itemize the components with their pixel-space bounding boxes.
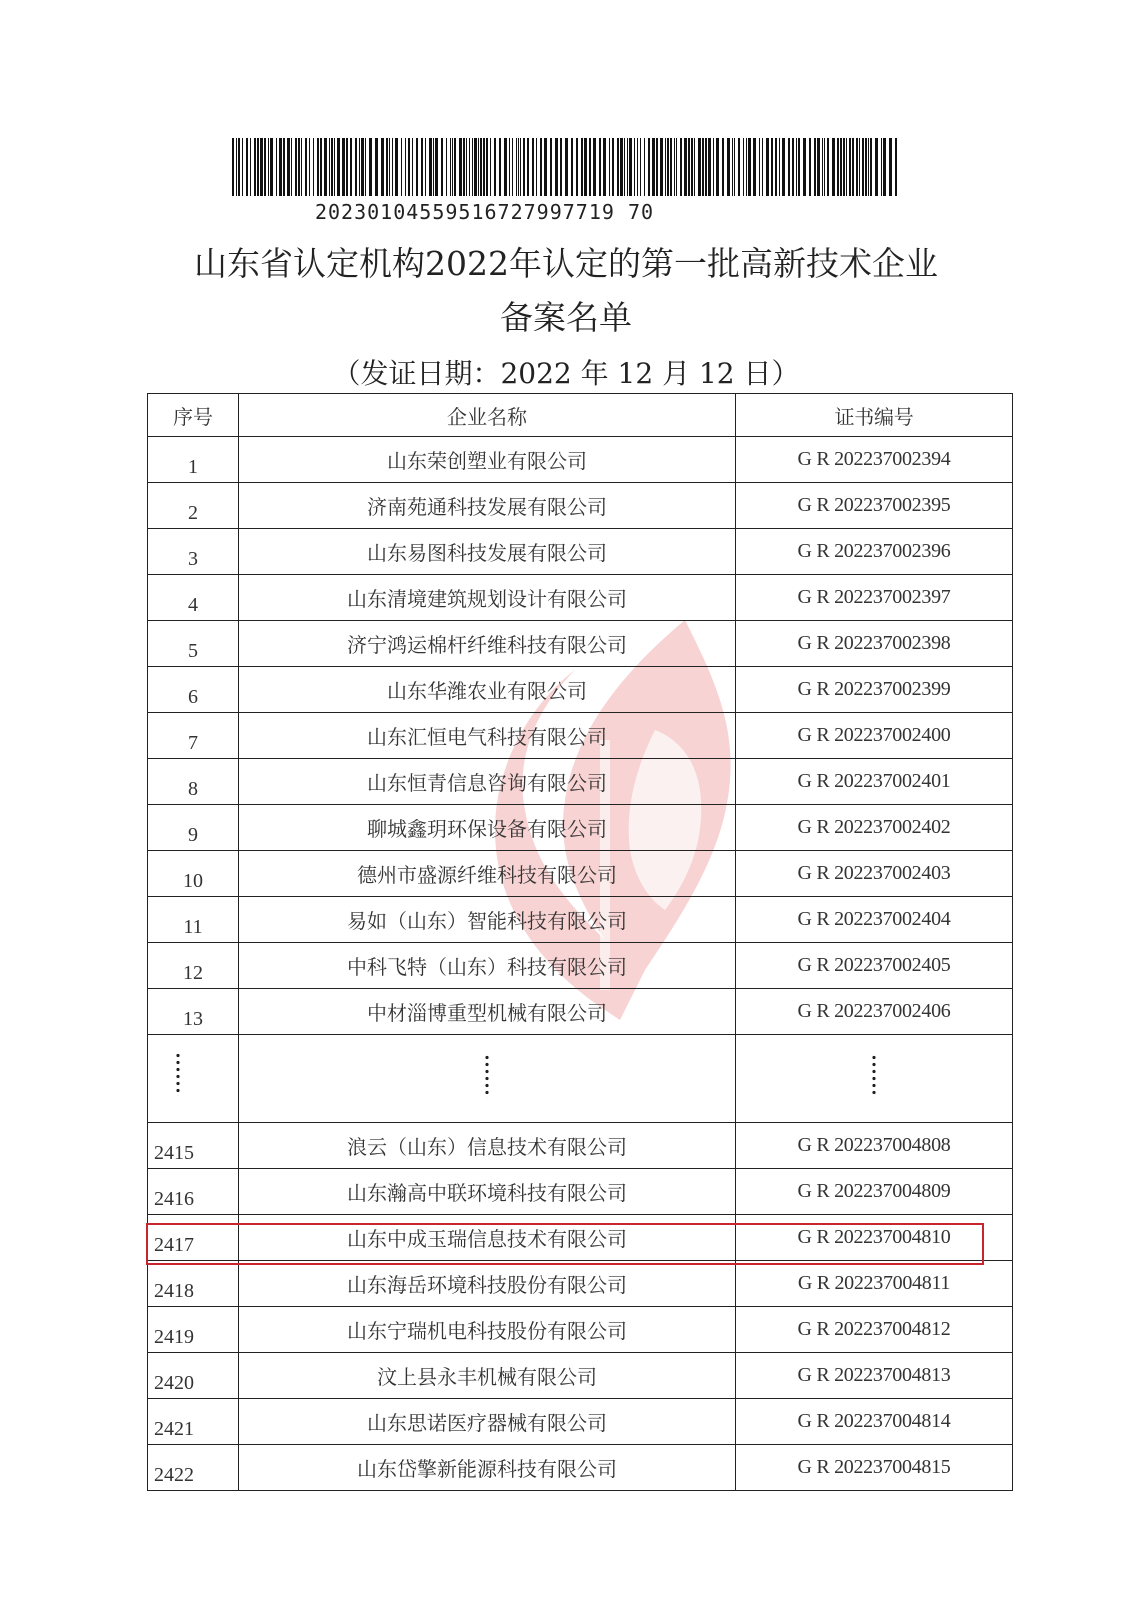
certificate-number: G R 202237004813 bbox=[736, 1353, 1013, 1399]
company-name: 山东宁瑞机电科技股份有限公司 bbox=[239, 1307, 736, 1353]
barcode-bar bbox=[571, 138, 573, 196]
certificate-number: G R 202237002405 bbox=[736, 943, 1013, 989]
table-row bbox=[148, 1215, 1013, 1261]
barcode-bar bbox=[881, 138, 882, 196]
barcode-bar bbox=[236, 138, 237, 196]
company-name: 山东华潍农业有限公司 bbox=[239, 667, 736, 713]
ellipsis-cell bbox=[736, 1035, 1013, 1123]
barcode-bar bbox=[301, 138, 302, 196]
company-name: 山东易图科技发展有限公司 bbox=[239, 529, 736, 575]
barcode-bar bbox=[809, 138, 811, 196]
barcode-bar bbox=[624, 138, 625, 196]
barcode-bar bbox=[246, 138, 248, 196]
barcode-bar bbox=[408, 138, 410, 196]
certificate-number: G R 202237002397 bbox=[736, 575, 1013, 621]
barcode-bar bbox=[612, 138, 614, 196]
barcode-bar bbox=[846, 138, 847, 196]
barcode-bar bbox=[665, 138, 666, 196]
barcode-bar bbox=[609, 138, 610, 196]
ellipsis-cell bbox=[148, 1035, 239, 1123]
table-row bbox=[148, 943, 1013, 989]
barcode-bar bbox=[674, 138, 675, 196]
barcode-bar bbox=[798, 138, 800, 196]
barcode-bar bbox=[429, 138, 432, 196]
barcode-bar bbox=[694, 138, 695, 196]
barcode-bar bbox=[684, 138, 687, 196]
barcode-bar bbox=[843, 138, 845, 196]
barcode-bar bbox=[342, 138, 345, 196]
barcode-bar bbox=[644, 138, 645, 196]
barcode-bar bbox=[708, 138, 711, 196]
barcode-bar bbox=[250, 138, 251, 196]
barcode-bar bbox=[637, 138, 638, 196]
certificate-number: G R 202237002396 bbox=[736, 529, 1013, 575]
barcode-bar bbox=[691, 138, 693, 196]
table-row bbox=[148, 851, 1013, 897]
barcode-bar bbox=[446, 138, 447, 196]
barcode-bar bbox=[334, 138, 335, 196]
company-name: 聊城鑫玥环保设备有限公司 bbox=[239, 805, 736, 851]
barcode-bar bbox=[753, 138, 756, 196]
barcode-bar bbox=[494, 138, 496, 196]
barcode-bar bbox=[295, 138, 297, 196]
certificate-number: G R 202237002399 bbox=[736, 667, 1013, 713]
barcode-bar bbox=[824, 138, 825, 196]
barcode-bar bbox=[837, 138, 839, 196]
table-row bbox=[148, 483, 1013, 529]
row-index: 12 bbox=[148, 943, 239, 989]
barcode-bar bbox=[560, 138, 562, 196]
barcode-bar bbox=[392, 138, 393, 196]
barcode-bar bbox=[817, 138, 820, 196]
barcode-bar bbox=[856, 138, 858, 196]
barcode-bar bbox=[680, 138, 682, 196]
barcode-bar bbox=[727, 138, 730, 196]
barcode-bar bbox=[759, 138, 760, 196]
barcode-bar bbox=[792, 138, 794, 196]
row-index: 13 bbox=[148, 989, 239, 1035]
barcode-bar bbox=[722, 138, 724, 196]
barcode-bar bbox=[652, 138, 655, 196]
certificate-number: G R 202237004812 bbox=[736, 1307, 1013, 1353]
company-name: 汶上县永丰机械有限公司 bbox=[239, 1353, 736, 1399]
row-index: 1 bbox=[148, 437, 239, 483]
table-row bbox=[148, 575, 1013, 621]
table-row bbox=[148, 621, 1013, 667]
barcode-bar bbox=[337, 138, 340, 196]
barcode-bar bbox=[518, 138, 519, 196]
barcode-bar bbox=[868, 138, 869, 196]
barcode-bar bbox=[895, 138, 897, 196]
vertical-ellipsis-icon bbox=[872, 1054, 876, 1098]
barcode-bar bbox=[782, 138, 785, 196]
header-name: 企业名称 bbox=[239, 394, 736, 437]
barcode-bar bbox=[738, 138, 740, 196]
table-row bbox=[148, 805, 1013, 851]
company-name: 山东清境建筑规划设计有限公司 bbox=[239, 575, 736, 621]
barcode-bar bbox=[264, 138, 266, 196]
barcode-bar bbox=[581, 138, 583, 196]
barcode-bar bbox=[480, 138, 482, 196]
barcode-bar bbox=[305, 138, 307, 196]
company-name: 山东海岳环境科技股份有限公司 bbox=[239, 1261, 736, 1307]
barcode-bar bbox=[520, 138, 521, 196]
barcode-bar bbox=[441, 138, 443, 196]
barcode-bar bbox=[389, 138, 390, 196]
table-row bbox=[148, 759, 1013, 805]
row-index: 6 bbox=[148, 667, 239, 713]
row-index: 10 bbox=[148, 851, 239, 897]
vertical-ellipsis-icon bbox=[176, 1052, 180, 1096]
barcode-bar bbox=[532, 138, 534, 196]
barcode-bar bbox=[386, 138, 388, 196]
barcode-bar bbox=[766, 138, 769, 196]
barcode-bar bbox=[478, 138, 479, 196]
barcode-bar bbox=[469, 138, 470, 196]
barcode-bar bbox=[603, 138, 606, 196]
barcode-bar bbox=[512, 138, 513, 196]
barcode-bar bbox=[713, 138, 714, 196]
barcode-bar bbox=[472, 138, 473, 196]
barcode-bar bbox=[889, 138, 892, 196]
vertical-ellipsis-icon bbox=[485, 1054, 489, 1098]
barcode-bar bbox=[270, 138, 273, 196]
company-name: 山东瀚高中联环境科技有限公司 bbox=[239, 1169, 736, 1215]
barcode-bar bbox=[565, 138, 568, 196]
row-index: 3 bbox=[148, 529, 239, 575]
issue-date-subtitle: （发证日期：2022 年 12 月 12 日） bbox=[332, 357, 800, 390]
document-title: 山东省认定机构2022年认定的第一批高新技术企业 bbox=[194, 244, 938, 283]
barcode-bar bbox=[676, 138, 677, 196]
barcode-bar bbox=[317, 138, 319, 196]
barcode-bar bbox=[331, 138, 333, 196]
barcode-bar bbox=[232, 138, 234, 196]
barcode-bar bbox=[849, 138, 851, 196]
row-index: 2421 bbox=[148, 1399, 239, 1445]
company-name: 中材淄博重型机械有限公司 bbox=[239, 989, 736, 1035]
barcode-bar bbox=[260, 138, 263, 196]
row-index: 2420 bbox=[148, 1353, 239, 1399]
barcode-bar bbox=[617, 138, 619, 196]
barcode-bar bbox=[814, 138, 816, 196]
barcode-bar bbox=[257, 138, 259, 196]
barcode-number: 20230104559516727997719 70 bbox=[314, 200, 655, 224]
barcode-bar bbox=[238, 138, 240, 196]
barcode-bar bbox=[279, 138, 282, 196]
barcode-bar bbox=[771, 138, 773, 196]
barcode-bar bbox=[466, 138, 467, 196]
barcode-bar bbox=[435, 138, 438, 196]
barcode-bar bbox=[401, 138, 402, 196]
barcode-bar bbox=[788, 138, 790, 196]
document-title-line-2: 备案名单 bbox=[500, 298, 632, 337]
barcode-bar bbox=[875, 138, 878, 196]
barcode-bar bbox=[395, 138, 398, 196]
barcode-bar bbox=[743, 138, 744, 196]
barcode-bar bbox=[454, 138, 456, 196]
company-name: 济宁鸿运棉杆纤维科技有限公司 bbox=[239, 621, 736, 667]
barcode-bar bbox=[463, 138, 465, 196]
row-index: 7 bbox=[148, 713, 239, 759]
barcode-bar bbox=[862, 138, 864, 196]
barcode-bar bbox=[599, 138, 601, 196]
barcode-bar bbox=[748, 138, 751, 196]
barcode-bar bbox=[459, 138, 462, 196]
table-row bbox=[148, 1261, 1013, 1307]
barcode-bar bbox=[516, 138, 517, 196]
company-name: 山东思诺医疗器械有限公司 bbox=[239, 1399, 736, 1445]
table-row bbox=[148, 713, 1013, 759]
table-row bbox=[148, 1399, 1013, 1445]
barcode-bar bbox=[359, 138, 360, 196]
certificate-number: G R 202237002398 bbox=[736, 621, 1013, 667]
barcode-bar bbox=[870, 138, 872, 196]
barcode-bar bbox=[490, 138, 491, 196]
barcode-bar bbox=[702, 138, 704, 196]
barcode-bar bbox=[656, 138, 658, 196]
barcode-bar bbox=[779, 138, 780, 196]
barcode-bar bbox=[620, 138, 623, 196]
certificate-number: G R 202237004811 bbox=[736, 1261, 1013, 1307]
barcode-bar bbox=[381, 138, 384, 196]
certificate-number: G R 202237002394 bbox=[736, 437, 1013, 483]
barcode-bar bbox=[509, 138, 510, 196]
barcode-bar bbox=[832, 138, 835, 196]
company-name: 济南苑通科技发展有限公司 bbox=[239, 483, 736, 529]
barcode-bar bbox=[827, 138, 829, 196]
certificate-number: G R 202237004810 bbox=[736, 1215, 1013, 1261]
barcode-bar bbox=[283, 138, 285, 196]
barcode-bar bbox=[589, 138, 591, 196]
barcode-bar bbox=[852, 138, 854, 196]
enterprise-list-table bbox=[147, 393, 1013, 1491]
certificate-number: G R 202237002400 bbox=[736, 713, 1013, 759]
barcode-bar bbox=[405, 138, 406, 196]
barcode-bar bbox=[593, 138, 596, 196]
barcode-bar bbox=[412, 138, 413, 196]
barcode-bar bbox=[324, 138, 327, 196]
barcode-bar bbox=[242, 138, 243, 196]
barcode-bar bbox=[365, 138, 366, 196]
barcode-bar bbox=[291, 138, 292, 196]
barcode-bar bbox=[287, 138, 290, 196]
barcode-bar bbox=[486, 138, 488, 196]
barcode-bar bbox=[375, 138, 378, 196]
barcode-bar bbox=[433, 138, 434, 196]
row-index: 5 bbox=[148, 621, 239, 667]
barcode-bar bbox=[555, 138, 558, 196]
barcode-bar bbox=[450, 138, 451, 196]
barcode-bar bbox=[762, 138, 763, 196]
certificate-number: G R 202237004809 bbox=[736, 1169, 1013, 1215]
row-index: 11 bbox=[148, 897, 239, 943]
certificate-number: G R 202237002403 bbox=[736, 851, 1013, 897]
table-row bbox=[148, 437, 1013, 483]
row-index: 2415 bbox=[148, 1123, 239, 1169]
barcode-bar bbox=[660, 138, 663, 196]
table-row bbox=[148, 1169, 1013, 1215]
barcode-bar bbox=[584, 138, 587, 196]
company-name: 山东汇恒电气科技有限公司 bbox=[239, 713, 736, 759]
table-row bbox=[148, 529, 1013, 575]
header-index: 序号 bbox=[148, 394, 239, 437]
barcode-bar bbox=[504, 138, 507, 196]
barcode-bar bbox=[540, 138, 542, 196]
company-name: 山东中成玉瑞信息技术有限公司 bbox=[239, 1215, 736, 1261]
table-row bbox=[148, 989, 1013, 1035]
barcode-bar bbox=[822, 138, 823, 196]
company-name: 山东岱擎新能源科技有限公司 bbox=[239, 1445, 736, 1491]
barcode-bar bbox=[298, 138, 300, 196]
barcode-bar bbox=[499, 138, 501, 196]
barcode-bar bbox=[796, 138, 797, 196]
barcode-bar bbox=[309, 138, 310, 196]
table-header-row bbox=[148, 394, 1013, 437]
barcode-bar bbox=[775, 138, 777, 196]
barcode-bar bbox=[361, 138, 364, 196]
company-name: 德州市盛源纤维科技有限公司 bbox=[239, 851, 736, 897]
certificate-number: G R 202237002406 bbox=[736, 989, 1013, 1035]
barcode-bar bbox=[483, 138, 485, 196]
company-name: 浪云（山东）信息技术有限公司 bbox=[239, 1123, 736, 1169]
barcode-bar bbox=[421, 138, 423, 196]
barcode-bar bbox=[698, 138, 701, 196]
ellipsis-row bbox=[148, 1035, 1013, 1123]
certificate-number: G R 202237004814 bbox=[736, 1399, 1013, 1445]
barcode-bar bbox=[883, 138, 886, 196]
barcode-bar bbox=[688, 138, 690, 196]
row-index: 4 bbox=[148, 575, 239, 621]
company-name: 山东恒青信息咨询有限公司 bbox=[239, 759, 736, 805]
barcode-bar bbox=[716, 138, 719, 196]
barcode-bar bbox=[329, 138, 330, 196]
row-index: 2419 bbox=[148, 1307, 239, 1353]
row-index: 2416 bbox=[148, 1169, 239, 1215]
certificate-number: G R 202237002401 bbox=[736, 759, 1013, 805]
barcode-bar bbox=[634, 138, 635, 196]
barcode-bar bbox=[576, 138, 578, 196]
barcode-bar bbox=[369, 138, 372, 196]
barcode-bar bbox=[320, 138, 322, 196]
barcode-bar bbox=[746, 138, 747, 196]
barcode-bar bbox=[536, 138, 537, 196]
header-cert: 证书编号 bbox=[736, 394, 1013, 437]
barcode-bar bbox=[355, 138, 357, 196]
barcode-bar bbox=[313, 138, 314, 196]
certificate-number: G R 202237004815 bbox=[736, 1445, 1013, 1491]
barcode-bar bbox=[859, 138, 860, 196]
barcode-bar bbox=[629, 138, 632, 196]
barcode-bar bbox=[254, 138, 256, 196]
row-index: 9 bbox=[148, 805, 239, 851]
barcode-bar bbox=[550, 138, 552, 196]
table-row bbox=[148, 897, 1013, 943]
certificate-number: G R 202237002395 bbox=[736, 483, 1013, 529]
barcode-bar bbox=[523, 138, 525, 196]
barcode-bar bbox=[705, 138, 707, 196]
company-name: 易如（山东）智能科技有限公司 bbox=[239, 897, 736, 943]
table-row bbox=[148, 1123, 1013, 1169]
barcode-bar bbox=[732, 138, 733, 196]
barcode-bar bbox=[734, 138, 735, 196]
barcode-bar bbox=[276, 138, 277, 196]
barcode-bar bbox=[865, 138, 867, 196]
table-row bbox=[148, 1445, 1013, 1491]
certificate-number: G R 202237002404 bbox=[736, 897, 1013, 943]
certificate-number: G R 202237002402 bbox=[736, 805, 1013, 851]
company-name: 山东荣创塑业有限公司 bbox=[239, 437, 736, 483]
table-row bbox=[148, 1353, 1013, 1399]
barcode-bar bbox=[627, 138, 628, 196]
company-name: 中科飞特（山东）科技有限公司 bbox=[239, 943, 736, 989]
row-index: 2418 bbox=[148, 1261, 239, 1307]
barcode-bar bbox=[452, 138, 453, 196]
certificate-number: G R 202237004808 bbox=[736, 1123, 1013, 1169]
barcode-bar bbox=[670, 138, 672, 196]
barcode-bar bbox=[350, 138, 352, 196]
row-index: 2 bbox=[148, 483, 239, 529]
barcode-bar bbox=[544, 138, 547, 196]
barcode-bar bbox=[474, 138, 477, 196]
barcode-bar bbox=[268, 138, 269, 196]
row-index: 2417 bbox=[148, 1215, 239, 1261]
barcode-bar bbox=[416, 138, 418, 196]
row-index: 8 bbox=[148, 759, 239, 805]
barcode-bar bbox=[648, 138, 650, 196]
barcode-bar bbox=[527, 138, 529, 196]
barcode-bar bbox=[667, 138, 669, 196]
barcode-bar bbox=[840, 138, 842, 196]
barcode-bar bbox=[425, 138, 426, 196]
table-row bbox=[148, 667, 1013, 713]
row-index: 2422 bbox=[148, 1445, 239, 1491]
barcode bbox=[232, 138, 902, 196]
ellipsis-cell bbox=[239, 1035, 736, 1123]
table-row bbox=[148, 1307, 1013, 1353]
barcode-bar bbox=[803, 138, 806, 196]
barcode-bar bbox=[640, 138, 641, 196]
barcode-bar bbox=[346, 138, 348, 196]
